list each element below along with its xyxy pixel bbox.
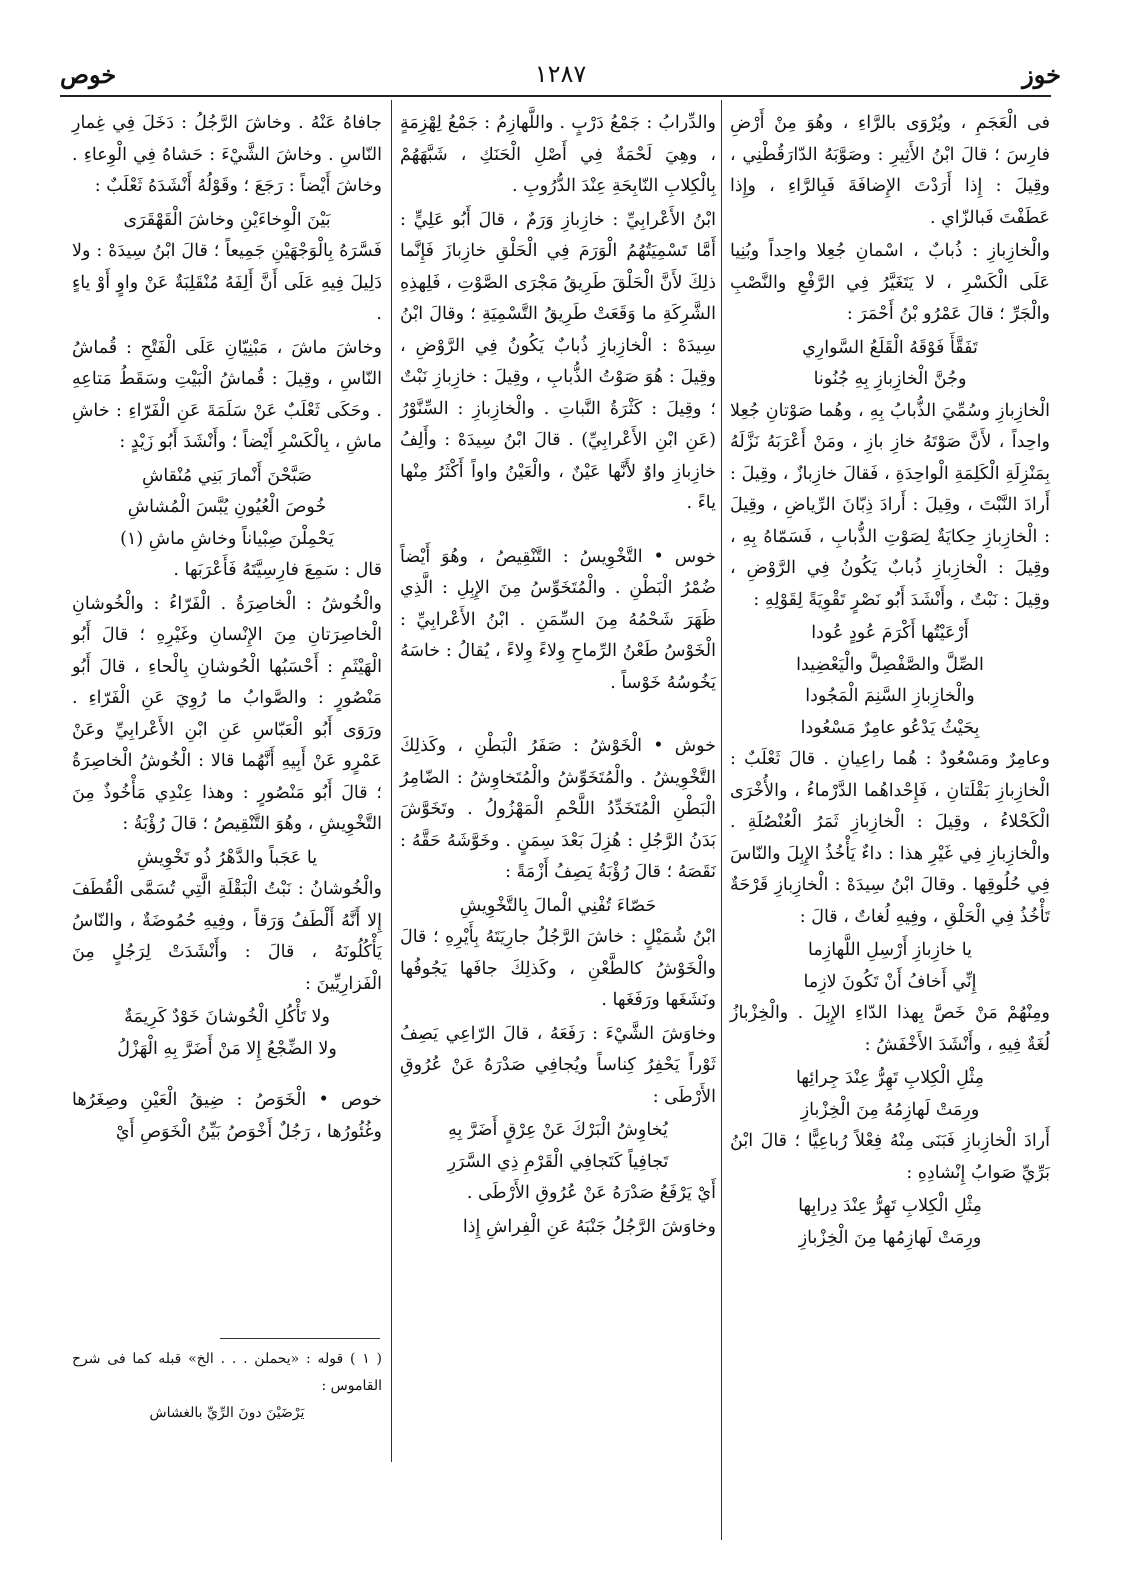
verse-line: يُخاوِشُ الْبَرْكَ عَنْ عِرْقٍ أَضَرَّ بِهِ	[448, 1120, 668, 1140]
paragraph: ومِنْهُمْ مَنْ خَصَّ بِهذا الدّاءِ الإِبِلَ . والْخِزْبازُ لُغَةٌ فِيهِ ، وأَنْشَدَ الأَخْفَشُ :	[730, 1003, 1050, 1055]
paragraph: والْخُوشانُ : نَبْتُ الْبَقْلَةِ الَّتِي تُسَمَّى الْقُطَفَ إِلا أَنَّهُ أَلْطَفُ وَرَقاً ، وفِيهِ حُمُوضَةٌ ، والنّاسُ يَأْكُلُونَهُ ، قالَ : وأَنْشَدَتْ لِرَجُلٍ مِنَ الْفَزارِيِّينَ :	[72, 879, 382, 994]
verse-line: إِنِّي أَخافُ أَنْ تَكُونَ لازِما	[803, 971, 977, 992]
verse-line: مِثْلِ الْكِلابِ تَهِرُّ عِنْدَ جِرائِها	[795, 1068, 985, 1088]
verse-line: ورِمَتْ لَهازِمُهُ مِنَ الْخِزْبازِ	[800, 1099, 980, 1120]
verse-line: والْخازِبازِ السَّنِمَ الْمَجُودا	[805, 686, 975, 706]
verse-line: يَحْمِلْنَ صِبْياناً وخاشِ ماشِ (١)	[120, 528, 334, 549]
verse-line: ورِمَتْ لَهازِمُها مِنَ الْخِزْبازِ	[798, 1227, 982, 1248]
paragraph: أَرادَ الْخازِبازِ فَبَنَى مِنْهُ فِعْلاً رُباعِيًّا ؛ قالَ ابْنُ بَرِّيِّ صَوابُ إِنْشادِهِ :	[730, 1131, 1050, 1183]
verse-line: ولا تَأْكُلِ الْخُوشانَ خَوْدٌ كَرِيمَةٌ	[124, 1007, 330, 1027]
footnote-verse: يَرْضَيْنَ دونَ الرِّيِّ بالغشاش	[149, 1405, 305, 1421]
entry-khwsh: خوش • الْخَوْشُ : صَفَرُ الْبَطْنِ ، وكَذلِكَ التَّخْوِيشُ . والْمُتَخَوِّشُ والْمُتَخاوِشُ : الضّامِرُ الْبَطْنِ الْمُتَخَدِّدُ اللَّحْمِ الْمَهْزُولُ . وتَخَوَّشَ بَدَنُ الرَّجُلِ : هُزِلَ بَعْدَ سِمَنٍ . وخَوَّشَهُ حَقَّهُ : نَقَصَهُ ؛ قالَ رُؤْبَةُ يَصِفُ أَزْمَةً :	[400, 736, 716, 882]
paragraph: فَسَّرَهُ بِالْوَجْهَيْنِ جَمِيعاً ؛ قالَ ابْنُ سِيدَهْ : ولا دَلِيلَ فِيهِ عَلَى أَنَّ أَلِفَهُ مُنْقَلِبَةٌ عَنْ واوٍ أَوْ ياءٍ .	[72, 241, 382, 324]
paragraph: جافاهُ عَنْهُ . وخاشَ الرَّجُلُ : دَخَلَ فِي غِمارِ النّاسِ . وخاشَ الشَّيْءَ : حَشاهُ فِي الْوِعاءِ . وخاشَ أَيْضاً : رَجَعَ ؛ وقَوْلُهُ أَنْشَدَهُ ثَعْلَبٌ :	[72, 113, 382, 196]
text-column-right	[730, 108, 1050, 1548]
verse-line: يا عَجَباً والدَّهْرُ ذُو تَخْوِيشِ	[136, 847, 318, 868]
paragraph: فى الْعَجَمِ ، ويُرْوَى بالرَّاءِ ، وهُوَ مِنْ أَرْضِ فارِسَ ؛ قالَ ابْنُ الأَثِيرِ : وصَوَّبَهُ الدّارَقُطْنِي ، وقِيلَ : إِذا أَرَدْتَ الإِضافَةَ فَبِالرَّاءِ ، وإِذا عَطَفْتَ فَبالزّاي .	[730, 113, 1050, 228]
verse-line: خُوصَ الْعُيُونِ يُبَّسَ الْمُشاشِ	[127, 497, 327, 517]
verse-line: حَصّاءَ تُفْنِي الْمالَ بِالتَّخْوِيشِ	[459, 895, 657, 916]
verse-line: بَيْنَ الْوِخاءَيْنِ وخاشَ الْقَهْقَرَى	[123, 209, 331, 230]
paragraph: ابْنُ الأَعْرابِيِّ : خازِبازِ وَرَمٌ ، قالَ أَبُو عَلِيٍّ : أَمَّا تَسْمِيَتُهُمُ الْوَرَمَ فِي الْحَلْقِ خازِبازَ فَإِنَّما ذلِكَ لأَنَّ الْحَلْقَ طَرِيقُ مَجْرَى الصَّوْتِ ، فَلِهذِهِ الشَّرِكَةِ ما وَقَعَتْ طَرِيقُ التَّسْمِيَةِ ؛ وقالَ ابْنُ سِيدَهْ : الْخازِبازِ ذُبابٌ يَكُونُ فِي الرَّوْضِ ، وقِيلَ : هُوَ صَوْتُ الذُّبابِ ، وقِيلَ : خازِبازِ نَبْتٌ ؛ وقِيلَ : كَثْرَةُ النَّباتِ . والْخازِبازِ : السِّنَّوْرُ (عَنِ ابْنِ الأَعْرابِيِّ) . قالَ ابْنُ سِيدَهْ : وأَلِفُ خازِبازِ واوٌ لأَنَّها عَيْنٌ ، والْعَيْنُ واواً أَكْثَرُ مِنْها ياءً .	[400, 209, 716, 513]
page-header	[60, 52, 1061, 94]
paragraph: أَيْ يَرْفَعُ صَدْرَهُ عَنْ عُرُوقِ الأَرْطَى .	[466, 1183, 716, 1203]
column-divider-right	[721, 100, 722, 1540]
verse-line: أَرْعَيْتُها أَكْرَمَ عُودٍ عُودا	[811, 623, 969, 643]
verse-line: بِحَيْثُ يَدْعُو عامِرٌ مَسْعُودا	[800, 717, 980, 738]
paragraph: قال : سَمِعَ فارِسِيَّتَهُ فَأَعْرَبَها .	[173, 560, 382, 580]
verse-line: مِثْلِ الْكِلابِ تَهِرُّ عِنْدَ دِرابِها	[798, 1196, 982, 1216]
entry-spacer	[72, 1065, 382, 1085]
verse-line: تَفَقَّأَ فَوْقَهُ الْقَلَعُ السَّوارِي	[802, 337, 978, 358]
entry-spacer	[400, 522, 716, 542]
paragraph: ابْنُ شُمَيْلٍ : خاشَ الرَّجُلُ جارِيَتَهُ بِأَيْرِهِ ؛ قالَ والْخَوْشُ كالطَّعْنِ ، وكَذلِكَ جافَها يَجُوفُها ونَشَغَها ورَفَغَها .	[400, 927, 716, 1010]
paragraph: والْخُوشُ : الْخاصِرَةُ . الْفَرّاءُ : والْخُوشانِ الْخاصِرَتانِ مِنَ الإِنْسانِ وغَيْرِهِ ؛ قالَ أَبُو الْهَيْثَمِ : أَحْسَبُها الْحُوشانِ بِالْحاءِ ، قالَ أَبُو مَنْصُورٍ : والصَّوابُ ما رُوِيَ عَنِ الْفَرّاءِ . ورَوَى أَبُو الْعَبّاسِ عَنِ ابْنِ الأَعْرابِيِّ وعَنْ عَمْرٍو عَنْ أَبِيهِ أَنَّهُما قالا : الْخُوشُ الْخاصِرَةُ ؛ قالَ أَبُو مَنْصُورٍ : وهذا عِنْدِي مَأْخُوذٌ مِنَ التَّخْوِيشِ ، وهُوَ التَّنْقِيصُ ؛ قالَ رُؤْبَةُ :	[72, 593, 382, 834]
text-column-middle	[400, 108, 716, 1448]
paragraph: والدِّرابُ : جَمْعُ دَرْبٍ . واللَّهازِمُ : جَمْعُ لِهْزِمَةٍ ، وهِيَ لَحْمَةٌ فِي أَصْلِ الْحَنَكِ ، شَبَّهَهُمْ بِالْكِلابِ النّابِحَةِ عِنْدَ الدُّرُوبِ .	[400, 113, 716, 196]
header-rule	[60, 95, 1051, 97]
entry-khws: خوس • التَّخْوِيسُ : التَّنْقِيصُ ، وهُوَ أَيْضاً ضُمْرُ الْبَطْنِ . والْمُتَخَوِّسُ مِنَ الإِبِلِ : الَّذِي ظَهَرَ شَحْمُهُ مِنَ السِّمَنِ . ابْنُ الأَعْرابِيِّ : الْخَوْسُ طَعْنُ الرِّماحِ وِلاءً وِلاءً ، يُقالُ : خاسَهُ يَخُوسُهُ خَوْساً .	[400, 546, 716, 693]
footnote-text: ( ١ ) قوله : «يحملن . . . الخ» قبله كما فى شرح القاموس :	[72, 1351, 382, 1394]
footnote-rule	[220, 1338, 380, 1339]
entry-spacer	[400, 701, 716, 731]
footnote	[72, 1346, 382, 1427]
paragraph: وخاشَ ماشَ ، مَبْنِيّانِ عَلَى الْفَتْحِ : قُماشُ النّاسِ ، وقِيلَ : قُماشُ الْبَيْتِ وسَقَطُ مَتاعِهِ . وحَكَى ثَعْلَبٌ عَنْ سَلَمَةَ عَنِ الْفَرّاءِ : خاشِ ماشِ ، بِالْكَسْرِ أَيْضاً ؛ وأَنْشَدَ أَبُو زَيْدٍ :	[72, 337, 382, 452]
verse-line: ولا الضِّجْعُ إِلا مَنْ أَضَرَّ بِهِ الْهَزْلُ	[117, 1038, 337, 1059]
verse-line: تَجافِياً كَتَجافِي الْقَرْمِ ذِي السَّرَرِ	[447, 1151, 669, 1172]
paragraph: وعامِرٌ ومَسْعُودٌ : هُما راعِيانِ . قالَ ثَعْلَبٌ : الْخازِبازِ بَقْلَتانِ ، فَإِحْداهُما الدَّرْماءُ ، والأُخْرَى الْكَحْلاءُ ، وقِيلَ : الْخازِبازِ ثَمَرُ الْعُنْصُلَةِ . والْخازِبازِ فِي غَيْرِ هذا : داءٌ يَأْخُذُ الإِبِلَ والنّاسَ فِي حُلُوقِها . وقالَ ابْنُ سِيدَهْ : الْخازِبازِ قَرْحَةٌ تَأْخُذُ فِي الْحَلْقِ ، وفِيهِ لُغاتٌ ، قالَ :	[730, 749, 1050, 927]
entry-khws-ain: خوص • الْخَوَصُ : ضِيقُ الْعَيْنِ وصِغَرُها وغُئُورُها ، رَجُلٌ أَخْوَصُ بَيِّنُ الْخَوَصِ أَيْ	[72, 1090, 382, 1142]
paragraph: وخاوَشَ الشَّيْءَ : رَفَعَهُ ، قالَ الرّاعِي يَصِفُ ثَوْراً يَحْفِرُ كِناساً ويُجافِي صَدْرَهُ عَنْ عُرُوقِ الأَرْطَى :	[400, 1023, 716, 1107]
verse-line: الصِّلَّ والصَّفْصِلَّ والْيَعْضِيدا	[796, 654, 984, 675]
text-column-left	[72, 108, 382, 1448]
header-root-word-right: خوز	[1022, 60, 1061, 89]
verse-line: صَبَّحْنَ أَنْمارَ بَنِي مُنْقاشِ	[141, 465, 313, 486]
paragraph: الْخازِبازِ وسُمِّيَ الذُّبابُ بِهِ ، وهُما صَوْتانِ جُعِلا واحِداً ، لأَنَّ صَوْتَهُ خازِ بازِ ، ومَنْ أَعْرَبَهُ نَزَّلَهُ بِمَنْزِلَةِ الْكَلِمَةِ الْواحِدَةِ ، فَقالَ خازِبازٌ ، وقِيلَ : أَرادَ النَّبْتَ ، وقِيلَ : أَرادَ ذِبّانَ الرِّياضِ ، وقِيلَ : الْخازِبازِ حِكايَةٌ لِصَوْتِ الذُّبابِ ، فَسَمّاهُ بِهِ ، وقِيلَ : الْخازِبازِ ذُبابٌ يَكُونُ فِي الرَّوْضِ ، وقِيلَ : نَبْتٌ ، وأَنْشَدَ أَبُو نَصْرٍ تَقْوِيَةً لِقَوْلِهِ :	[730, 400, 1050, 610]
paragraph: والْخازِبازِ : ذُبابٌ ، اسْمانِ جُعِلا واحِداً وبُنِيا عَلَى الْكَسْرِ ، لا يَتَغَيَّرُ فِي الرَّفْعِ والنَّصْبِ والْجَرِّ ؛ قالَ عَمْرُو بْنُ أَحْمَرَ :	[730, 241, 1050, 324]
verse-line: وجُنَّ الْخازِبازِ بِهِ جُنُونا	[813, 369, 967, 389]
header-root-word-left: خوص	[60, 60, 117, 89]
page-number: ١٢٨٧	[534, 60, 587, 88]
verse-line: يا خازِبازِ أَرْسِلِ اللَّهازِما	[808, 940, 972, 960]
paragraph: وخاوَشَ الرَّجُلُ جَنْبَهُ عَنِ الْفِراشِ إِذا	[462, 1216, 716, 1237]
column-divider-left	[391, 100, 392, 1462]
